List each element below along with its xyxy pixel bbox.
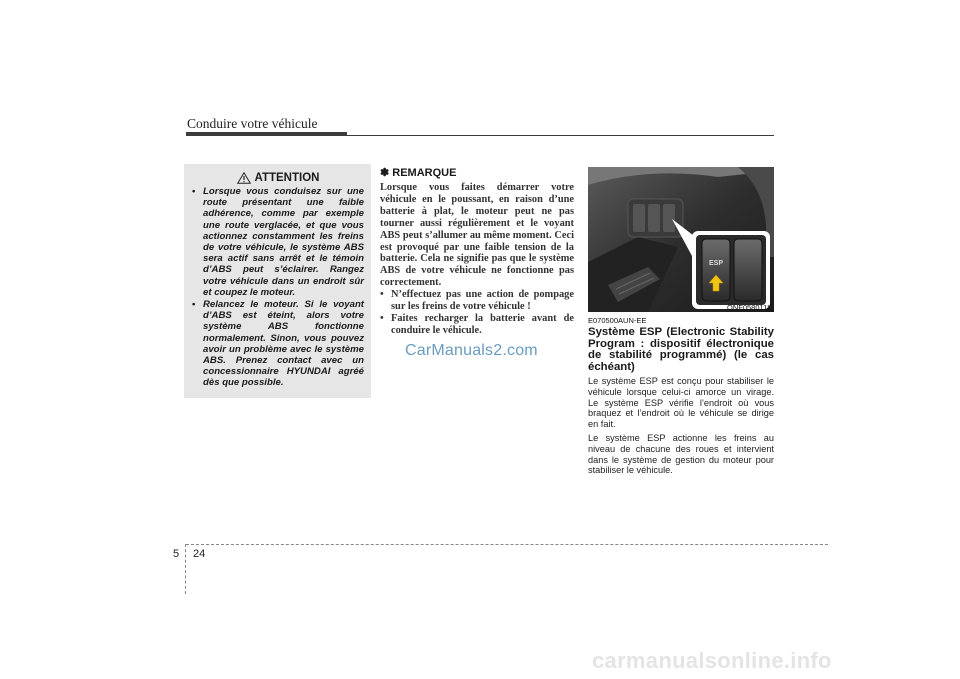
attention-list: [192, 186, 364, 389]
attention-item: • Lorsque vous conduisez sur une route présentant une faible adhérence, comme par exemple une route verglacée, et que vous actionnez constamment les freins de votre véhicule, le système ABS sera actif sans arrêt et le témoin d’ABS peut s’éclairer. Rangez votre véhicule dans un endroit sûr et coupez le moteur.: [192, 186, 364, 298]
esp-section-title: Système ESP (Electronic Stability Program : dispositif électronique de stabilité programmé) (le cas échéant): [588, 326, 774, 373]
esp-paragraph-2: Le système ESP actionne les freins au niveau de chacune des roues et intervient dans le système de gestion du moteur pour stabiliser le véhicule.: [588, 433, 774, 476]
watermark-text: CarManuals2.com: [405, 342, 538, 359]
page-chapter: 5: [173, 548, 180, 560]
esp-column: [588, 316, 774, 480]
remark-title: ✽ REMARQUE: [380, 167, 457, 179]
esp-switch-photo: [588, 167, 774, 312]
footer-watermark: carmanualsonline.info: [592, 648, 832, 673]
attention-title: ATTENTION: [254, 172, 320, 184]
esp-button-label: ESP: [708, 260, 724, 267]
remark-column: [380, 166, 574, 337]
warning-icon: [237, 172, 251, 184]
page-number: 24: [193, 548, 206, 560]
footer-vertical-dash: [185, 544, 186, 594]
attention-box: [184, 164, 371, 398]
remark-item: • Faites recharger la batterie avant de conduire le véhicule.: [380, 313, 574, 337]
remark-list: [380, 289, 574, 337]
remark-item: • N’effectuez pas une action de pompage sur les freins de votre véhicule !: [380, 289, 574, 313]
esp-paragraph-1: Le système ESP est conçu pour stabiliser le véhicule lorsque celui-ci amorce un virage. Le système ESP vérifie l’endroit où vous braquez et l’endroit où le véhicule se dirige en fait.: [588, 376, 774, 429]
header-rule: [186, 135, 774, 136]
footer-dashed-line: [186, 544, 828, 545]
section-code: E070500AUN-EE: [588, 316, 647, 325]
remark-paragraph: Lorsque vous faites démarrer votre véhicule en le poussant, en raison d’une batterie à plat, le moteur peut ne pas tourner aussi régulièrement et le voyant ABS peut s’allumer au même moment. Ceci est provoqué par une faible tension de la batterie. Cela ne signifie pas que le système ABS de votre véhicule ne fonctionne pas correctement.: [380, 182, 574, 289]
figure-code: ONF058011L: [727, 303, 772, 312]
attention-header: [192, 172, 364, 184]
page-header-title: Conduire votre véhicule: [187, 116, 318, 131]
attention-item: • Relancez le moteur. Si le voyant d’ABS est éteint, alors votre système ABS fonctionne normalement. Sinon, vous pouvez avoir un problème avec le système ABS. Prenez contact avec un concessionnaire HYUNDAI agréé dès que possible.: [192, 299, 364, 389]
